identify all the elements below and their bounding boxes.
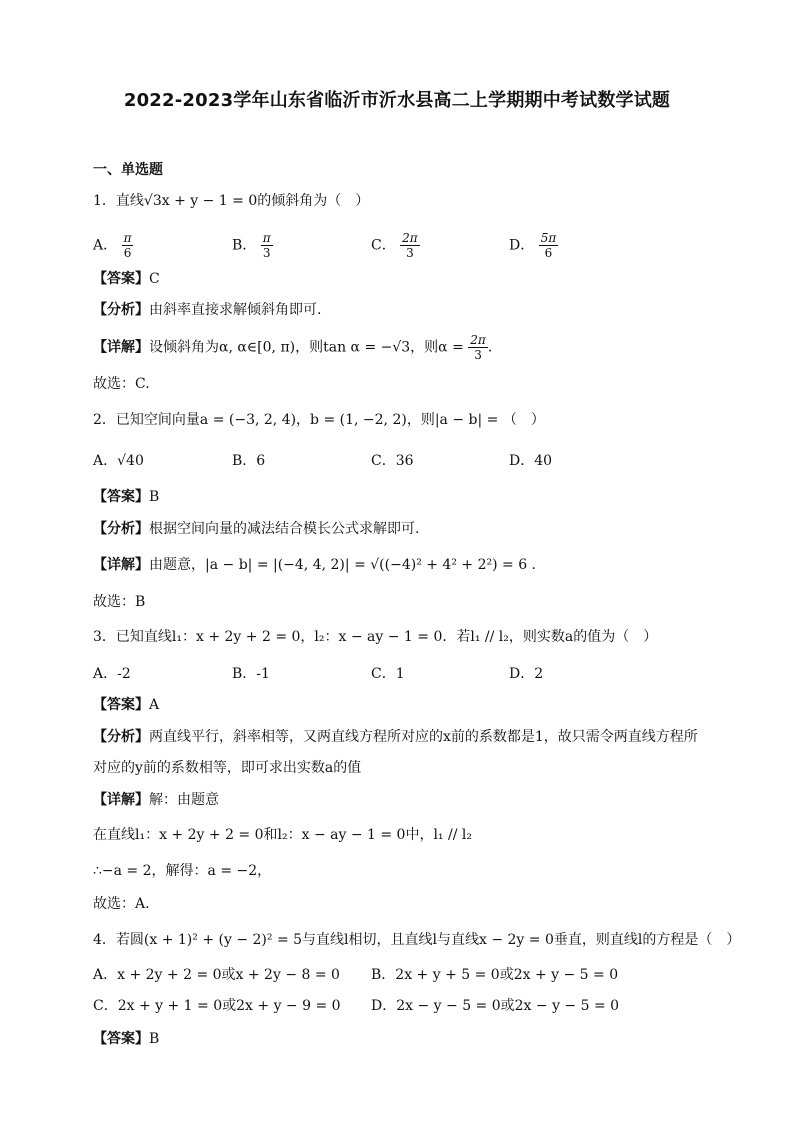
q3-detail-line-3: ∴−a = 2，解得：a = −2，: [93, 863, 272, 879]
detail-text: 由题意，|a − b| = |(−4, 4, 2)| = √((−4)² + 4² + 2²) = 6 .: [149, 557, 537, 573]
q1-option-d: [509, 231, 558, 260]
q4-option-a: A．x + 2y + 2 = 0或x + 2y − 8 = 0: [93, 967, 340, 983]
answer-value: B: [149, 489, 160, 505]
q1-option-a: [93, 231, 133, 260]
q1-option-d-label: D．: [509, 237, 535, 254]
q1-choice: 故选：C.: [93, 376, 150, 392]
q1-detail-denominator: 3: [474, 348, 482, 362]
answer-value: B: [149, 1031, 160, 1047]
page-title: 2022-2023学年山东省临沂市沂水县高二上学期期中考试数学试题: [123, 90, 671, 111]
q1-option-d-numerator: 5π: [540, 231, 557, 245]
q1-option-a-fraction: [122, 231, 134, 260]
q1-option-b-denominator: 3: [262, 246, 271, 260]
q1-option-c: [371, 231, 420, 260]
answer-tag: 【答案】: [93, 1031, 149, 1047]
q3-detail: [93, 790, 219, 810]
q3-answer: [93, 695, 159, 715]
q1-option-c-fraction: [400, 231, 420, 260]
q2-option-b: B．6: [232, 453, 266, 469]
q1-option-b-label: B．: [232, 237, 257, 254]
q2-option-c: C．36: [371, 453, 414, 469]
q2-option-d: D．40: [509, 453, 553, 469]
q1-option-d-denominator: 6: [544, 246, 553, 260]
q3-option-d: D．2: [509, 666, 544, 682]
q3-detail-line-2: 在直线l₁：x + 2y + 2 = 0和l₂：x − ay − 1 = 0中，l₁ // l₂: [93, 827, 472, 843]
analysis-text: 两直线平行，斜率相等，又两直线方程所对应的x前的系数都是1，故只需令两直线方程所: [149, 729, 698, 745]
q1-detail: [93, 333, 492, 362]
q3-option-b: B．-1: [232, 666, 270, 682]
q1-option-d-fraction: [539, 231, 559, 260]
q2-analysis: [93, 519, 419, 539]
answer-tag: 【答案】: [93, 697, 149, 713]
q1-option-b: [232, 231, 273, 260]
q2-detail: [93, 555, 536, 575]
q2-option-a: A．√40: [93, 453, 144, 469]
q3-analysis-line-2: 对应的y前的系数相等，即可求出实数a的值: [93, 760, 362, 776]
analysis-tag: 【分析】: [93, 521, 149, 537]
q4-stem: 4．若圆(x + 1)² + (y − 2)² = 5与直线l相切，且直线l与直线x − 2y = 0垂直，则直线l的方程是（ ）: [93, 932, 741, 948]
analysis-tag: 【分析】: [93, 302, 149, 318]
q1-option-c-numerator: 2π: [402, 231, 418, 245]
section-heading: 一、单选题: [93, 162, 163, 178]
q3-option-a: A．-2: [93, 666, 131, 682]
answer-value: A: [149, 697, 160, 713]
detail-text: 解：由题意: [149, 792, 219, 808]
q1-option-a-numerator: π: [123, 231, 132, 245]
q1-answer: [93, 269, 160, 289]
q3-choice: 故选：A.: [93, 896, 150, 912]
answer-value: C: [149, 271, 160, 287]
q3-analysis-line-1: [93, 727, 698, 747]
q1-stem: 1．直线√3x + y − 1 = 0的倾斜角为（ ）: [93, 193, 370, 209]
q4-option-b: B．2x + y + 5 = 0或2x + y − 5 = 0: [371, 967, 619, 983]
q3-option-c: C．1: [371, 666, 405, 682]
q1-option-b-numerator: π: [262, 231, 271, 245]
q4-option-d: D．2x − y − 5 = 0或2x − y − 5 = 0: [371, 998, 620, 1014]
q1-option-a-label: A．: [93, 237, 118, 254]
detail-tag: 【详解】: [93, 339, 149, 356]
q3-stem: 3．已知直线l₁：x + 2y + 2 = 0，l₂：x − ay − 1 = 0．若l₁ // l₂，则实数a的值为（ ）: [93, 629, 658, 645]
detail-text: 设倾斜角为α, α∈[0, π)，则tan α = −√3，则α =: [149, 339, 469, 356]
answer-tag: 【答案】: [93, 271, 149, 287]
q4-option-c: C．2x + y + 1 = 0或2x + y − 9 = 0: [93, 998, 341, 1014]
analysis-tag: 【分析】: [93, 729, 149, 745]
analysis-text: 根据空间向量的减法结合模长公式求解即可.: [149, 521, 420, 537]
q2-choice: 故选：B: [93, 594, 146, 610]
q1-detail-numerator: 2π: [470, 333, 486, 347]
detail-tag: 【详解】: [93, 792, 149, 808]
q2-stem: 2．已知空间向量a = (−3, 2, 4)，b = (1, −2, 2)，则|a − b| = （ ）: [93, 412, 545, 428]
analysis-text: 由斜率直接求解倾斜角即可.: [149, 302, 322, 318]
q1-option-b-fraction: [261, 231, 273, 260]
q2-answer: [93, 487, 159, 507]
answer-tag: 【答案】: [93, 489, 149, 505]
detail-tag: 【详解】: [93, 557, 149, 573]
q4-answer: [93, 1029, 159, 1049]
detail-text-end: .: [487, 339, 493, 356]
q1-analysis: [93, 300, 321, 320]
q1-option-c-denominator: 3: [406, 246, 414, 260]
q1-option-a-denominator: 6: [123, 246, 132, 260]
q1-option-c-label: C．: [371, 237, 396, 254]
q1-detail-fraction: [468, 333, 488, 362]
